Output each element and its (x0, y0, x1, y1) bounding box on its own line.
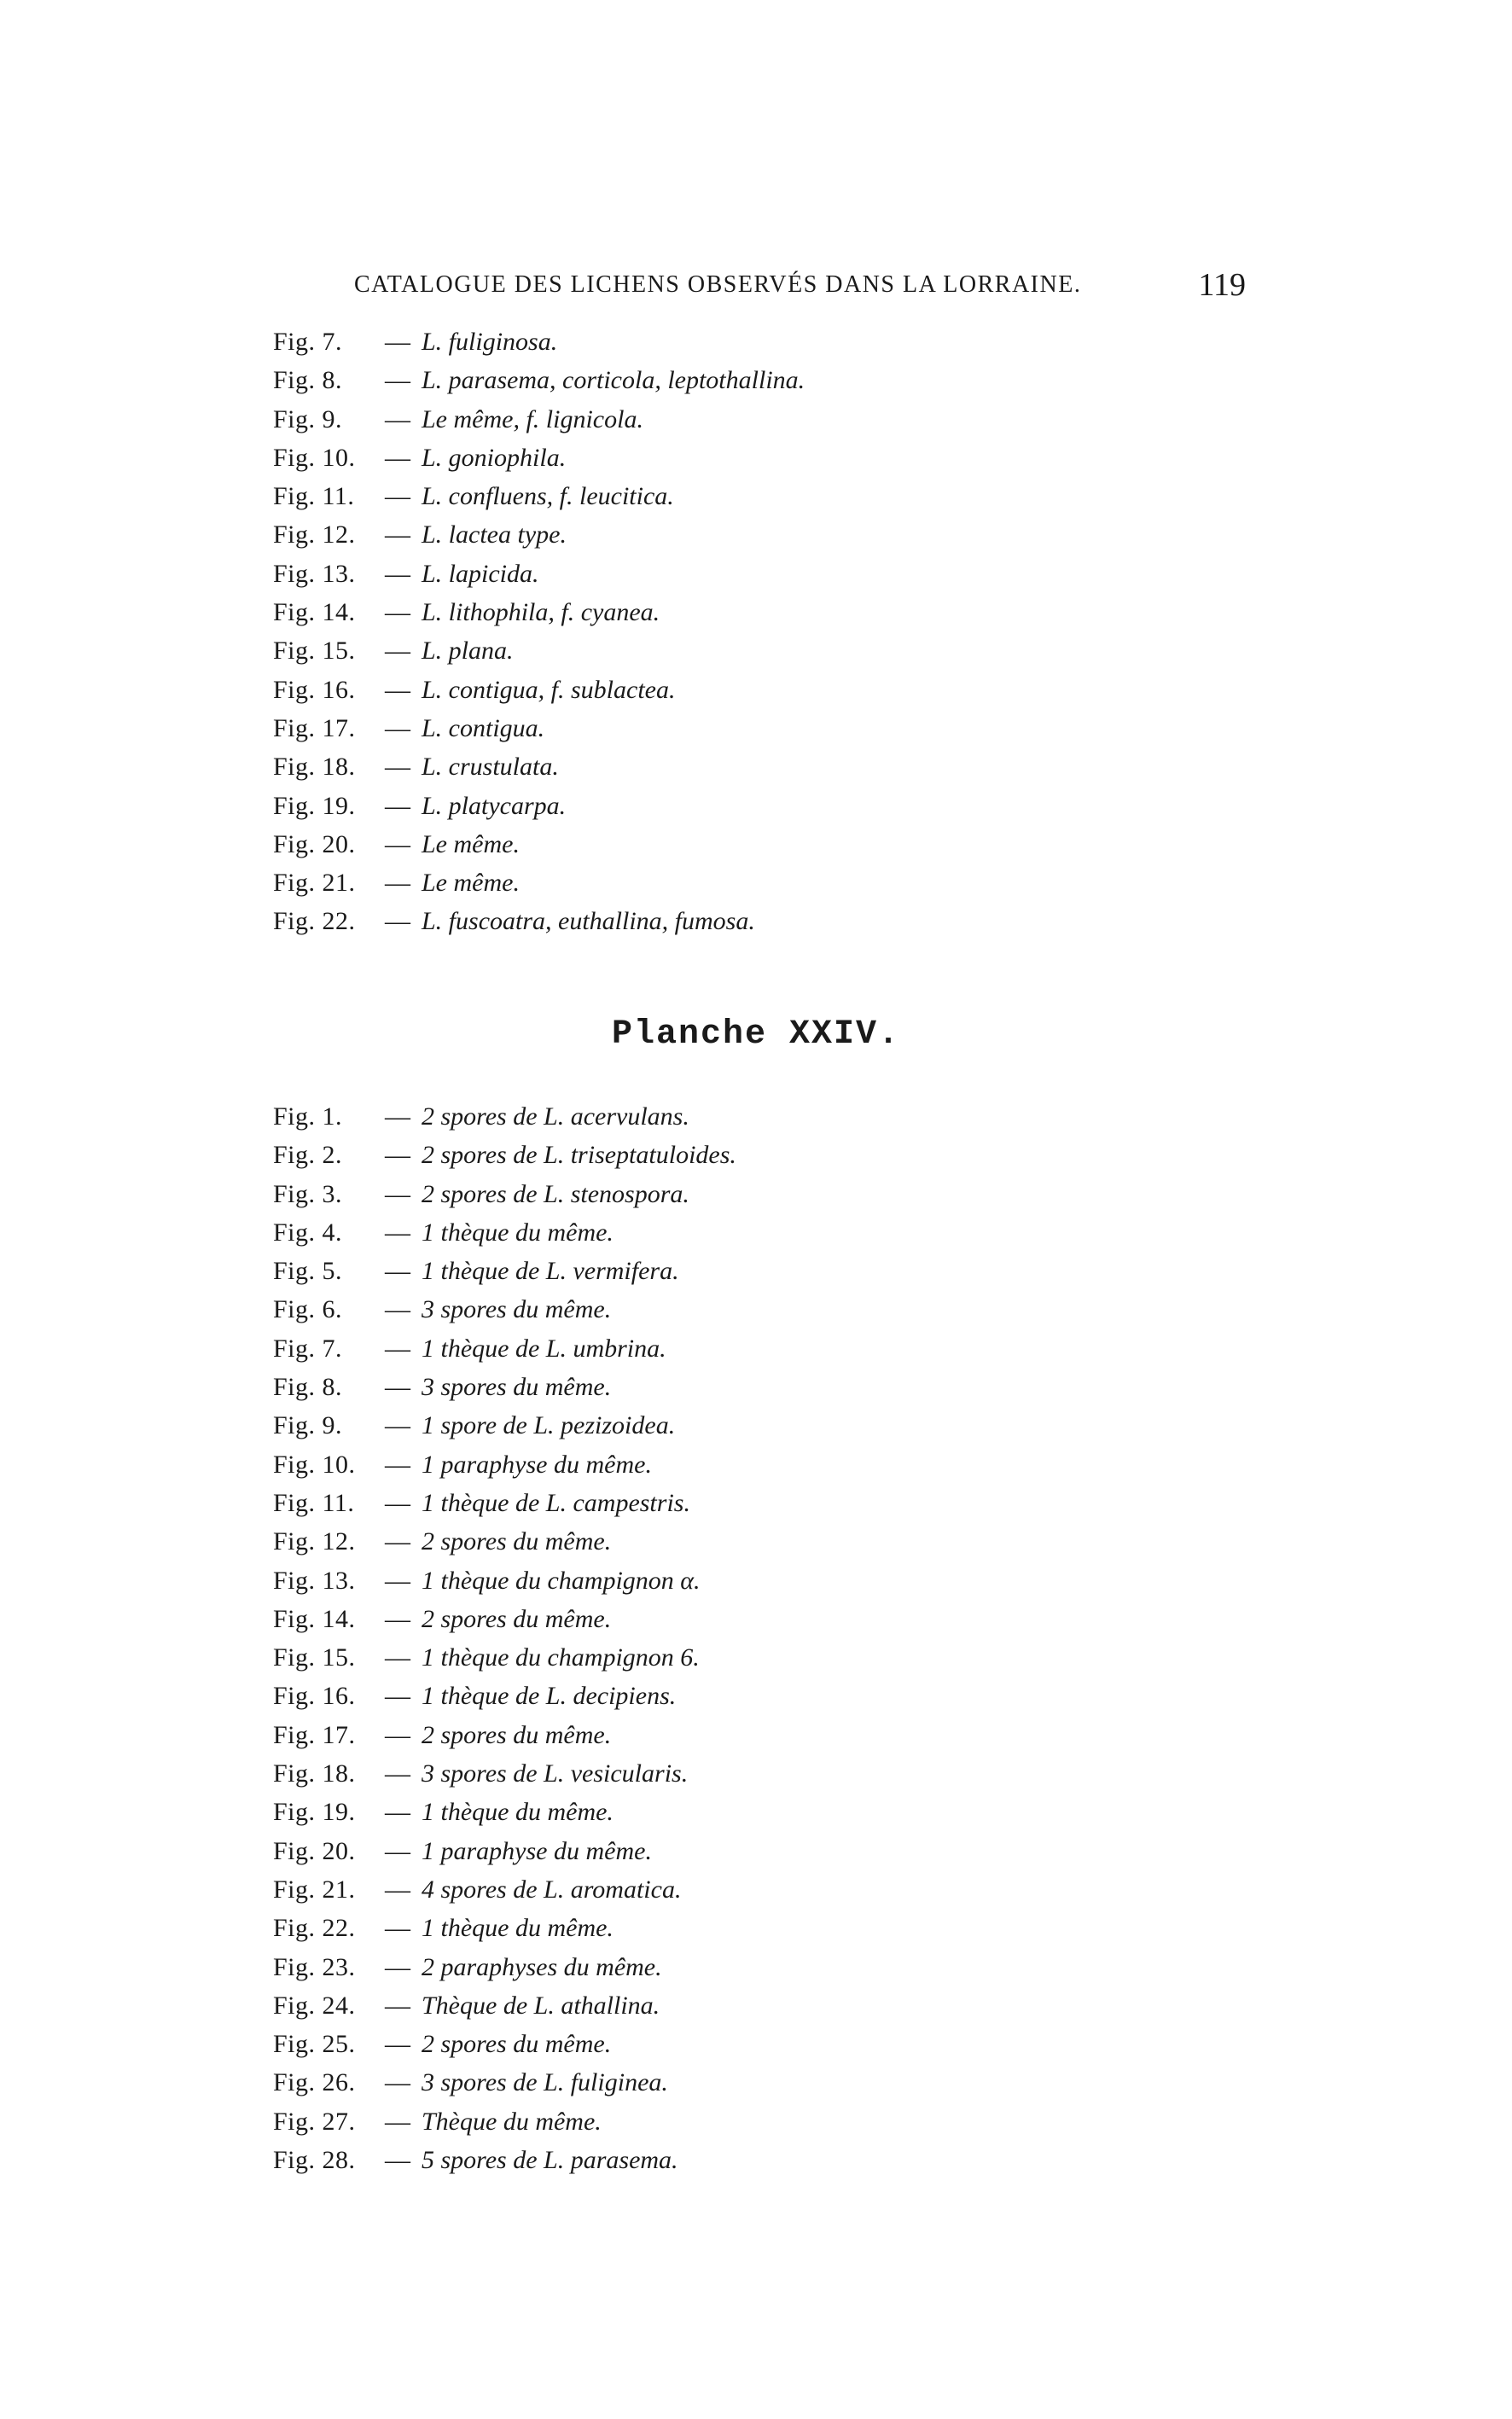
em-dash: — (385, 1102, 410, 1131)
figure-caption (273, 1716, 736, 1754)
em-dash: — (385, 1179, 410, 1208)
figure-label: Fig. 25. (273, 2030, 356, 2059)
em-dash: — (385, 1604, 410, 1633)
figure-caption (273, 1638, 736, 1677)
figure-description: L. plana. (422, 637, 514, 666)
figure-label: Fig. 21. (273, 1875, 356, 1904)
em-dash: — (385, 1682, 410, 1711)
figure-list-continuation (273, 323, 805, 941)
figure-caption (273, 2063, 736, 2102)
figure-label: Fig. 10. (273, 1450, 356, 1479)
page-number: 119 (1198, 267, 1246, 303)
figure-label: Fig. 24. (273, 1991, 356, 2020)
figure-label: Fig. 9. (273, 1411, 343, 1440)
em-dash: — (385, 637, 410, 666)
em-dash: — (385, 2146, 410, 2175)
figure-label: Fig. 16. (273, 1682, 356, 1711)
running-head-title: CATALOGUE DES LICHENS OBSERVÉS DANS LA LORRAINE. (354, 271, 1082, 298)
figure-description: 5 spores de L. parasema. (422, 2146, 678, 2175)
figure-label: Fig. 26. (273, 2068, 356, 2097)
em-dash: — (385, 1218, 410, 1247)
figure-caption (273, 825, 805, 864)
figure-caption (273, 1097, 736, 1136)
figure-description: L. confluens, f. leucitica. (422, 482, 674, 511)
figure-label: Fig. 19. (273, 1798, 356, 1827)
figure-description: 1 thèque de L. decipiens. (422, 1682, 677, 1711)
figure-description: 3 spores de L. vesicularis. (422, 1759, 689, 1788)
figure-label: Fig. 11. (273, 1488, 355, 1517)
figure-label: Fig. 19. (273, 791, 356, 820)
figure-list-plate (273, 1097, 736, 2179)
em-dash: — (385, 829, 410, 858)
figure-caption (273, 709, 805, 747)
figure-caption (273, 902, 805, 940)
figure-label: Fig. 14. (273, 1604, 356, 1633)
figure-description: L. fuliginosa. (422, 328, 558, 356)
figure-caption (273, 1948, 736, 1986)
em-dash: — (385, 520, 410, 550)
em-dash: — (385, 713, 410, 742)
figure-caption (273, 864, 805, 902)
figure-label: Fig. 5. (273, 1257, 343, 1286)
figure-caption (273, 747, 805, 786)
em-dash: — (385, 1875, 410, 1904)
figure-description: 3 spores du même. (422, 1373, 612, 1402)
figure-description: 1 thèque du même. (422, 1914, 614, 1943)
em-dash: — (385, 675, 410, 704)
em-dash: — (385, 791, 410, 820)
figure-caption (273, 1832, 736, 1870)
figure-caption (273, 2025, 736, 2063)
figure-label: Fig. 1. (273, 1102, 343, 1131)
figure-caption (273, 1484, 736, 1522)
figure-caption (273, 1213, 736, 1252)
figure-description: 2 spores du même. (422, 1720, 612, 1749)
figure-label: Fig. 13. (273, 559, 356, 588)
em-dash: — (385, 1914, 410, 1943)
figure-description: 3 spores du même. (422, 1295, 612, 1324)
em-dash: — (385, 1334, 410, 1363)
figure-label: Fig. 9. (273, 404, 343, 433)
figure-label: Fig. 27. (273, 2107, 356, 2136)
figure-caption (273, 1986, 736, 2025)
figure-caption (273, 323, 805, 361)
em-dash: — (385, 404, 410, 433)
figure-caption (273, 593, 805, 631)
figure-caption (273, 1252, 736, 1290)
figure-description: Le même. (422, 829, 520, 858)
em-dash: — (385, 366, 410, 395)
figure-caption (273, 1522, 736, 1561)
figure-caption (273, 1754, 736, 1793)
figure-label: Fig. 6. (273, 1295, 343, 1324)
figure-label: Fig. 18. (273, 753, 356, 782)
figure-label: Fig. 4. (273, 1218, 343, 1247)
figure-caption (273, 361, 805, 399)
figure-description: 1 thèque de L. vermifera. (422, 1257, 679, 1286)
em-dash: — (385, 2107, 410, 2136)
figure-caption (273, 1561, 736, 1600)
figure-label: Fig. 20. (273, 829, 356, 858)
figure-caption (273, 1329, 736, 1368)
figure-caption (273, 631, 805, 670)
figure-description: L. platycarpa. (422, 791, 567, 820)
figure-description: 2 spores du même. (422, 1527, 612, 1556)
figure-description: 2 spores de L. stenospora. (422, 1179, 689, 1208)
em-dash: — (385, 1991, 410, 2020)
figure-label: Fig. 12. (273, 1527, 356, 1556)
figure-caption (273, 555, 805, 593)
figure-description: 2 spores du même. (422, 2030, 612, 2059)
figure-label: Fig. 7. (273, 1334, 343, 1363)
em-dash: — (385, 1759, 410, 1788)
em-dash: — (385, 598, 410, 627)
em-dash: — (385, 443, 410, 472)
running-head (354, 267, 1246, 305)
figure-description: 1 paraphyse du même. (422, 1450, 652, 1479)
figure-caption (273, 671, 805, 709)
em-dash: — (385, 1488, 410, 1517)
figure-label: Fig. 8. (273, 1373, 343, 1402)
figure-description: L. fuscoatra, euthallina, fumosa. (422, 907, 755, 936)
figure-caption (273, 787, 805, 825)
figure-description: 2 spores de L. acervulans. (422, 1102, 689, 1131)
figure-description: 3 spores de L. fuliginea. (422, 2068, 668, 2097)
figure-caption (273, 1406, 736, 1445)
figure-label: Fig. 20. (273, 1836, 356, 1865)
figure-label: Fig. 14. (273, 598, 356, 627)
figure-label: Fig. 7. (273, 328, 343, 356)
figure-label: Fig. 8. (273, 366, 343, 395)
figure-label: Fig. 17. (273, 1720, 356, 1749)
figure-label: Fig. 10. (273, 443, 356, 472)
figure-caption (273, 515, 805, 554)
figure-description: Thèque de L. athallina. (422, 1991, 660, 2020)
figure-caption (273, 1136, 736, 1174)
figure-label: Fig. 17. (273, 713, 356, 742)
figure-description: 2 spores de L. triseptatuloides. (422, 1141, 736, 1170)
figure-description: L. contigua, f. sublactea. (422, 675, 676, 704)
figure-label: Fig. 11. (273, 482, 355, 511)
figure-caption (273, 1290, 736, 1329)
figure-label: Fig. 22. (273, 1914, 356, 1943)
figure-description: L. crustulata. (422, 753, 559, 782)
figure-label: Fig. 3. (273, 1179, 343, 1208)
em-dash: — (385, 1411, 410, 1440)
em-dash: — (385, 1798, 410, 1827)
em-dash: — (385, 907, 410, 936)
em-dash: — (385, 1450, 410, 1479)
figure-caption (273, 1600, 736, 1638)
figure-label: Fig. 13. (273, 1566, 356, 1595)
figure-label: Fig. 21. (273, 869, 356, 898)
figure-caption (273, 400, 805, 439)
figure-description: L. goniophila. (422, 443, 567, 472)
figure-description: 1 thèque du champignon α. (422, 1566, 701, 1595)
figure-caption (273, 2102, 736, 2141)
figure-description: 4 spores de L. aromatica. (422, 1875, 682, 1904)
figure-description: Le même, f. lignicola. (422, 404, 643, 433)
figure-caption (273, 439, 805, 477)
figure-caption (273, 1909, 736, 1947)
figure-description: 1 paraphyse du même. (422, 1836, 652, 1865)
em-dash: — (385, 1836, 410, 1865)
figure-label: Fig. 12. (273, 520, 356, 550)
figure-description: Thèque du même. (422, 2107, 602, 2136)
em-dash: — (385, 482, 410, 511)
figure-description: 2 paraphyses du même. (422, 1952, 662, 1981)
figure-label: Fig. 2. (273, 1141, 343, 1170)
figure-caption (273, 1793, 736, 1831)
figure-caption (273, 1870, 736, 1909)
figure-label: Fig. 18. (273, 1759, 356, 1788)
figure-label: Fig. 15. (273, 1643, 356, 1672)
figure-description: 1 thèque de L. umbrina. (422, 1334, 666, 1363)
em-dash: — (385, 1527, 410, 1556)
figure-label: Fig. 28. (273, 2146, 356, 2175)
figure-caption (273, 2141, 736, 2179)
em-dash: — (385, 1257, 410, 1286)
em-dash: — (385, 1720, 410, 1749)
figure-description: L. parasema, corticola, leptothallina. (422, 366, 805, 395)
figure-description: L. contigua. (422, 713, 545, 742)
em-dash: — (385, 1566, 410, 1595)
figure-caption (273, 1677, 736, 1715)
em-dash: — (385, 869, 410, 898)
figure-description: 1 thèque de L. campestris. (422, 1488, 690, 1517)
figure-description: 1 thèque du même. (422, 1218, 614, 1247)
figure-description: L. lapicida. (422, 559, 539, 588)
em-dash: — (385, 1295, 410, 1324)
em-dash: — (385, 753, 410, 782)
figure-label: Fig. 23. (273, 1952, 356, 1981)
figure-description: Le même. (422, 869, 520, 898)
em-dash: — (385, 2068, 410, 2097)
em-dash: — (385, 1952, 410, 1981)
plate-heading: Planche XXIV. (611, 1015, 901, 1054)
figure-description: L. lithophila, f. cyanea. (422, 598, 660, 627)
figure-description: L. lactea type. (422, 520, 567, 550)
em-dash: — (385, 1643, 410, 1672)
figure-description: 1 thèque du champignon 6. (422, 1643, 700, 1672)
figure-label: Fig. 15. (273, 637, 356, 666)
figure-caption (273, 1175, 736, 1213)
em-dash: — (385, 2030, 410, 2059)
figure-description: 1 spore de L. pezizoidea. (422, 1411, 676, 1440)
figure-caption (273, 1368, 736, 1406)
em-dash: — (385, 559, 410, 588)
figure-description: 1 thèque du même. (422, 1798, 614, 1827)
figure-caption (273, 477, 805, 515)
em-dash: — (385, 1373, 410, 1402)
em-dash: — (385, 328, 410, 356)
figure-description: 2 spores du même. (422, 1604, 612, 1633)
figure-label: Fig. 22. (273, 907, 356, 936)
figure-caption (273, 1445, 736, 1484)
figure-label: Fig. 16. (273, 675, 356, 704)
em-dash: — (385, 1141, 410, 1170)
